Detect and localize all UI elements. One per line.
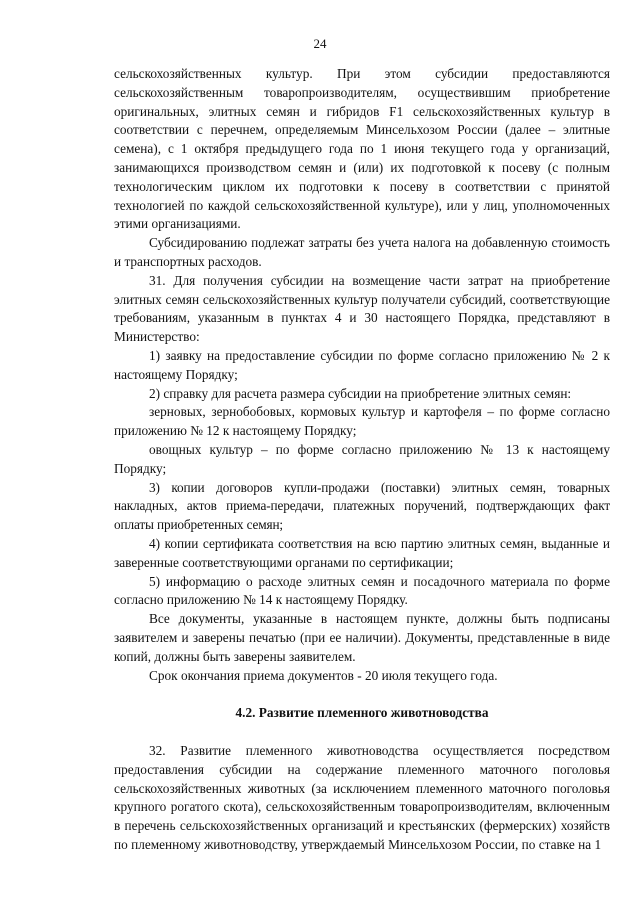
list-item: 3) копии договоров купли-продажи (поставки) элитных семян, товарных накладных, актов приема-передачи, платежных поручений, подтверждающих факт оплаты приобретенных семян; (114, 479, 610, 533)
paragraph: 32. Развитие племенного животноводства осуществляется посредством предоставления субсидии на содержание племенного маточного поголовья сельскохозяйственных животных (за исключением племенного маточного поголовья крупного рогатого скота), сельскохозяйственным товаропроизводителям, включенным в перечень сельскохозяйственных организаций и крестьянских (фермерских) хозяйств по племенному животноводству, утверждаемый Минсельхозом России, по ставке на 1 (114, 743, 610, 853)
page-number: 24 (313, 36, 327, 51)
paragraph: Субсидированию подлежат затраты без учета налога на добавленную стоимость и транспортных расходов. (114, 235, 610, 269)
list-item: 5) информацию о расходе элитных семян и посадочного материала по форме согласно приложению № 14 к настоящему Порядку. (114, 573, 610, 608)
document-body (114, 65, 610, 855)
list-item: 2) справку для расчета размера субсидии на приобретение элитных семян: (149, 385, 572, 401)
paragraph: сельскохозяйственных культур. При этом субсидии предоставляются сельскохозяйственным товаропроизводителям, осуществившим приобретение оригинальных, элитных семян и гибридов F1 сельскохозяйственных культур в соответствии с перечнем, определяемым Минсельхозом России (далее – элитные семена), с 1 октября предыдущего года по 1 июня текущего года у организаций, занимающихся производством семян и (или) их подготовкой к посеву (с полным технологическим циклом их подготовки к посеву в соответствии с принятой технологией по каждой сельскохозяйственной культуре), или у лиц, уполномоченных этими организациями. (114, 66, 610, 232)
paragraph: Срок окончания приема документов - 20 июля текущего года. (149, 667, 498, 683)
section-heading: 4.2. Развитие племенного животноводства (235, 705, 489, 721)
list-item: 1) заявку на предоставление субсидии по форме согласно приложению № 2 к настоящему Порядку; (114, 347, 610, 382)
list-item: 4) копии сертификата соответствия на всю партию элитных семян, выданные и заверенные соответствующими органами по сертификации; (114, 535, 610, 570)
paragraph: Все документы, указанные в настоящем пункте, должны быть подписаны заявителем и заверены печатью (при ее наличии). Документы, представленные в виде копий, должны быть заверены заявителем. (114, 611, 610, 664)
list-subitem: овощных культур – по форме согласно приложению № 13 к настоящему Порядку; (114, 441, 610, 476)
list-subitem: зерновых, зернобобовых, кормовых культур и картофеля – по форме согласно приложению № 12 к настоящему Порядку; (114, 404, 610, 439)
paragraph: 31. Для получения субсидии на возмещение части затрат на приобретение элитных семян сельскохозяйственных культур получатели субсидий, соответствующие требованиям, указанным в пунктах 4 и 30 настоящего Порядка, представляют в Министерство: (114, 272, 610, 345)
